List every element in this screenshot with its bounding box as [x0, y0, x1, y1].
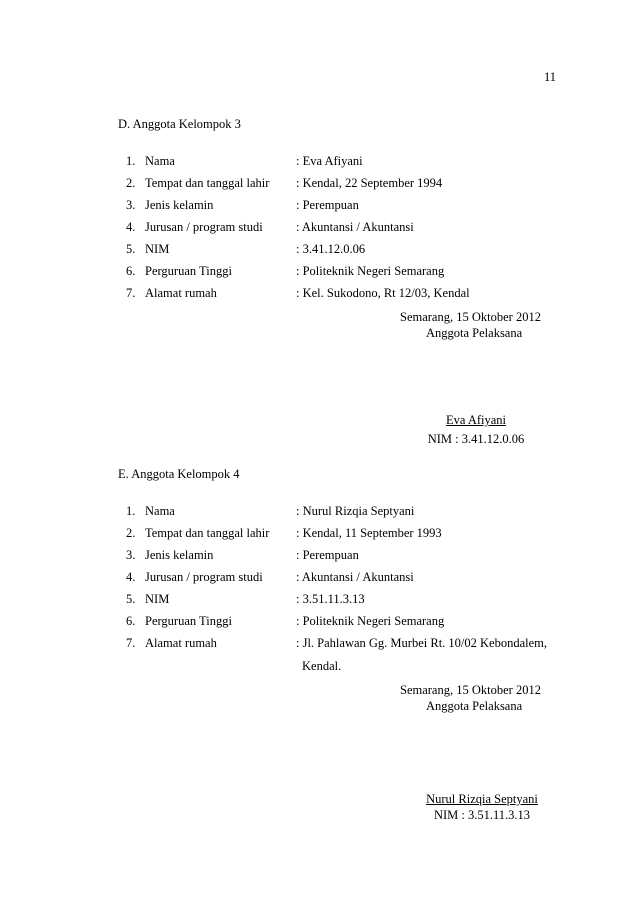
row-label: Jurusan / program studi — [145, 570, 263, 584]
row-number: 3. — [126, 548, 136, 562]
row-value: : 3.51.11.3.13 — [296, 592, 365, 606]
row-number: 1. — [126, 154, 136, 168]
signer-name-d: Eva Afiyani — [445, 413, 507, 427]
row-number: 3. — [126, 198, 136, 212]
row-label: Tempat dan tanggal lahir — [145, 176, 270, 190]
address-continuation: Kendal. — [302, 659, 342, 673]
row-number: 4. — [126, 220, 136, 234]
row-label: NIM — [145, 242, 170, 256]
row-value: : Akuntansi / Akuntansi — [296, 570, 414, 584]
row-value: : Perempuan — [296, 548, 359, 562]
row-number: 7. — [126, 636, 136, 650]
row-label: Tempat dan tanggal lahir — [145, 526, 270, 540]
row-number: 1. — [126, 504, 136, 518]
row-value: : Politeknik Negeri Semarang — [296, 614, 445, 628]
row-value: : 3.41.12.0.06 — [296, 242, 366, 256]
row-number: 2. — [126, 176, 136, 190]
row-value: : Perempuan — [296, 198, 359, 212]
row-value: : Jl. Pahlawan Gg. Murbei Rt. 10/02 Kebondalem, — [296, 636, 548, 650]
place-date-e: Semarang, 15 Oktober 2012 — [400, 683, 541, 697]
row-value: : Politeknik Negeri Semarang — [296, 264, 445, 278]
place-date-d: Semarang, 15 Oktober 2012 — [400, 310, 541, 324]
row-number: 5. — [126, 242, 136, 256]
signer-nim-e: NIM : 3.51.11.3.13 — [433, 808, 531, 822]
row-label: Nama — [145, 154, 175, 168]
row-number: 7. — [126, 286, 136, 300]
row-value: : Kendal, 11 September 1993 — [296, 526, 442, 540]
row-number: 6. — [126, 264, 136, 278]
role-d: Anggota Pelaksana — [426, 326, 523, 340]
row-label: Perguruan Tinggi — [145, 264, 232, 278]
row-label: Jenis kelamin — [145, 198, 214, 212]
row-label: Nama — [145, 504, 175, 518]
page-number: 11 — [544, 70, 557, 84]
signer-nim-d: NIM : 3.41.12.0.06 — [427, 432, 525, 446]
row-label: Alamat rumah — [145, 286, 217, 300]
row-number: 2. — [126, 526, 136, 540]
row-number: 6. — [126, 614, 136, 628]
section-title-e: E. Anggota Kelompok 4 — [118, 467, 240, 481]
row-label: Jenis kelamin — [145, 548, 214, 562]
row-value: : Nurul Rizqia Septyani — [296, 504, 415, 518]
role-e: Anggota Pelaksana — [426, 699, 523, 713]
row-number: 4. — [126, 570, 136, 584]
row-label: NIM — [145, 592, 170, 606]
row-value: : Akuntansi / Akuntansi — [296, 220, 414, 234]
row-label: Jurusan / program studi — [145, 220, 263, 234]
section-title-d: D. Anggota Kelompok 3 — [118, 117, 241, 131]
row-value: : Kendal, 22 September 1994 — [296, 176, 443, 190]
row-value: : Eva Afiyani — [296, 154, 363, 168]
signer-name-e: Nurul Rizqia Septyani — [426, 792, 538, 806]
row-value: : Kel. Sukodono, Rt 12/03, Kendal — [296, 286, 470, 300]
row-label: Alamat rumah — [145, 636, 217, 650]
row-label: Perguruan Tinggi — [145, 614, 232, 628]
row-number: 5. — [126, 592, 136, 606]
